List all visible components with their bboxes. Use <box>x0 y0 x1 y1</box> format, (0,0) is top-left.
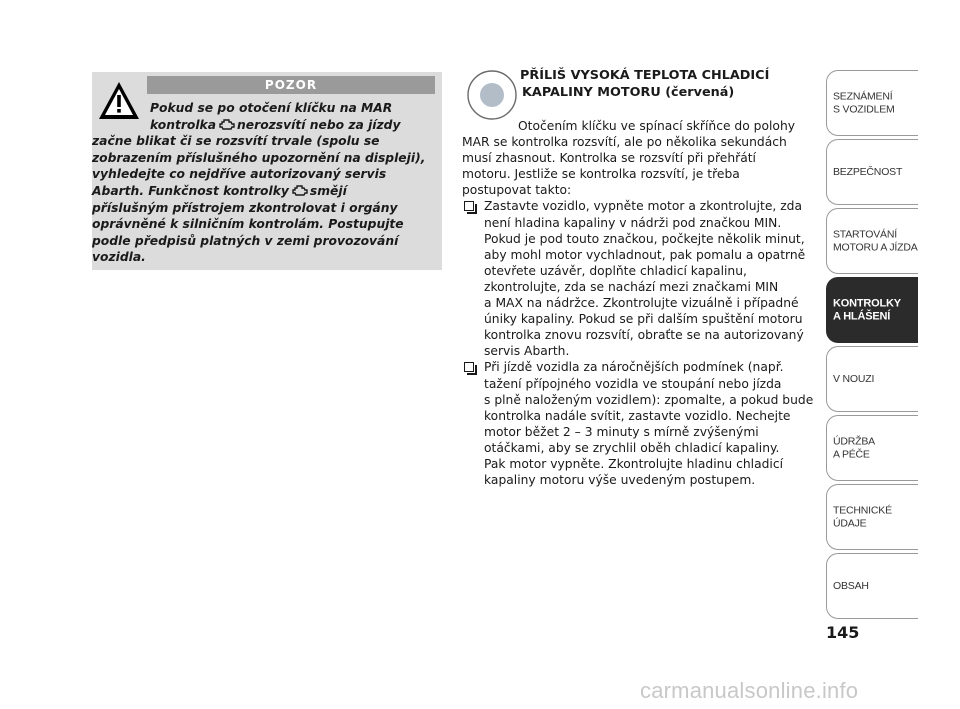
body-line: zkontrolujte, zda se nachází mezi značkami MIN <box>484 279 779 294</box>
body-line: Otočením klíčku ve spínací skříňce do polohy <box>518 119 796 133</box>
tab-kontrolky[interactable] <box>826 277 918 343</box>
body-line: otáčkami, aby se zrychlil oběh chladicí kapaliny. <box>484 440 780 455</box>
tab-label: TECHNICKÉ ÚDAJE <box>833 504 892 529</box>
tab-label: OBSAH <box>833 579 869 592</box>
body-line: motoru. Jestliže se kontrolka rozsvítí, je třeba <box>462 167 740 182</box>
title-line: KAPALINY MOTORU (červená) <box>522 85 735 100</box>
body-line: otevřete uzávěr, doplňte chladicí kapalinu, <box>484 263 747 278</box>
tab-label: ÚDRŽBA A PÉČE <box>833 435 875 460</box>
tab-label: STARTOVÁNÍ MOTORU A JÍZDA <box>833 228 918 253</box>
warning-line: příslušným přístrojem zkontrolovat i orgány <box>92 200 398 215</box>
tab-label: SEZNÁMENÍ S VOZIDLEM <box>833 90 895 115</box>
warning-header: POZOR <box>147 76 435 94</box>
engine-warning-icon <box>291 185 308 196</box>
body-line: MAR se kontrolka rozsvítí, ale po několika sekundách <box>462 135 787 150</box>
body-line: musí zhasnout. Kontrolka se rozsvítí při přehřátí <box>462 151 756 166</box>
page-number: 145 <box>826 623 860 642</box>
body-line: kontrolka nadále svítit, zastavte vozidlo. Nechejte <box>484 408 791 423</box>
tab-startovani[interactable] <box>826 208 918 274</box>
section-title <box>520 67 820 101</box>
body-line: postupovat takto: <box>462 183 572 198</box>
tab-technicke-udaje[interactable] <box>826 484 918 550</box>
body-line: s plně naloženým vozidlem): zpomalte, a pokud bude <box>484 392 814 407</box>
body-line: Pokud je pod touto značkou, počkejte několik minut, <box>484 231 805 246</box>
tab-label: BEZPEČNOST <box>833 165 903 178</box>
warning-text <box>92 100 432 266</box>
warning-line: podle předpisů platných v zemi provozování <box>92 233 399 248</box>
checkbox-bullet-icon <box>464 201 474 211</box>
warning-line: začne blikat či se rozsvítí trvale (spolu se <box>92 134 380 149</box>
body-line: tažení přípojného vozidla ve stoupání nebo jízda <box>484 376 782 391</box>
body-line: aby mohl motor vychladnout, pak pomalu a opatrně <box>484 247 806 262</box>
bullet-item: Zastavte vozidlo, vypněte motor a zkontrolujte, zda <box>462 198 822 214</box>
watermark: carmanualsonline.info <box>640 678 859 703</box>
tab-udrzba[interactable] <box>826 415 918 481</box>
warning-line: kontrolka nerozsvítí nebo za jízdy <box>150 117 401 132</box>
body-line: kapaliny motoru výše uvedeným postupem. <box>484 473 756 488</box>
bullet-item: Při jízdě vozidla za náročnějších podmínek (např. <box>462 359 822 375</box>
tab-obsah[interactable] <box>826 553 918 619</box>
tab-bezpecnost[interactable] <box>826 139 918 205</box>
tab-label: KONTROLKY A HLÁŠENÍ <box>833 297 901 322</box>
body-line: motor běžet 2 – 3 minuty s mírně zvýšenými <box>484 424 759 439</box>
warning-line: Pokud se po otočení klíčku na MAR <box>150 101 393 115</box>
tab-v-nouzi[interactable] <box>826 346 918 412</box>
engine-warning-icon <box>218 119 235 130</box>
body-line: není hladina kapaliny v nádrži pod značkou MIN. <box>484 215 782 230</box>
checkbox-bullet-icon <box>464 362 474 372</box>
body-line: Pak motor vypněte. Zkontrolujte hladinu chladicí <box>484 456 784 471</box>
warning-line: zobrazením příslušného upozornění na displeji), <box>92 150 426 165</box>
title-line: PŘÍLIŠ VYSOKÁ TEPLOTA CHLADICÍ <box>520 68 770 83</box>
body-line: a MAX na nádržce. Zkontrolujte vizuálně i případné <box>484 296 799 311</box>
section-body <box>462 118 822 488</box>
body-line: úniky kapaliny. Pokud se při dalším spuštění motoru <box>484 312 803 327</box>
warning-line: vyhledejte co nejdříve autorizovaný servis <box>92 167 387 182</box>
warning-box <box>92 72 442 270</box>
body-line: kontrolka znovu rozsvítí, obraťte se na autorizovaný <box>484 328 804 343</box>
indicator-lamp-icon <box>466 69 518 121</box>
body-line: servis Abarth. <box>484 344 570 359</box>
warning-line: oprávněné k silničním kontrolám. Postupujte <box>92 217 404 232</box>
tab-label: V NOUZI <box>833 372 875 385</box>
warning-line: vozidla. <box>92 250 146 265</box>
tab-seznameni[interactable] <box>826 70 918 136</box>
warning-line: Abarth. Funkčnost kontrolky smějí <box>92 183 347 198</box>
